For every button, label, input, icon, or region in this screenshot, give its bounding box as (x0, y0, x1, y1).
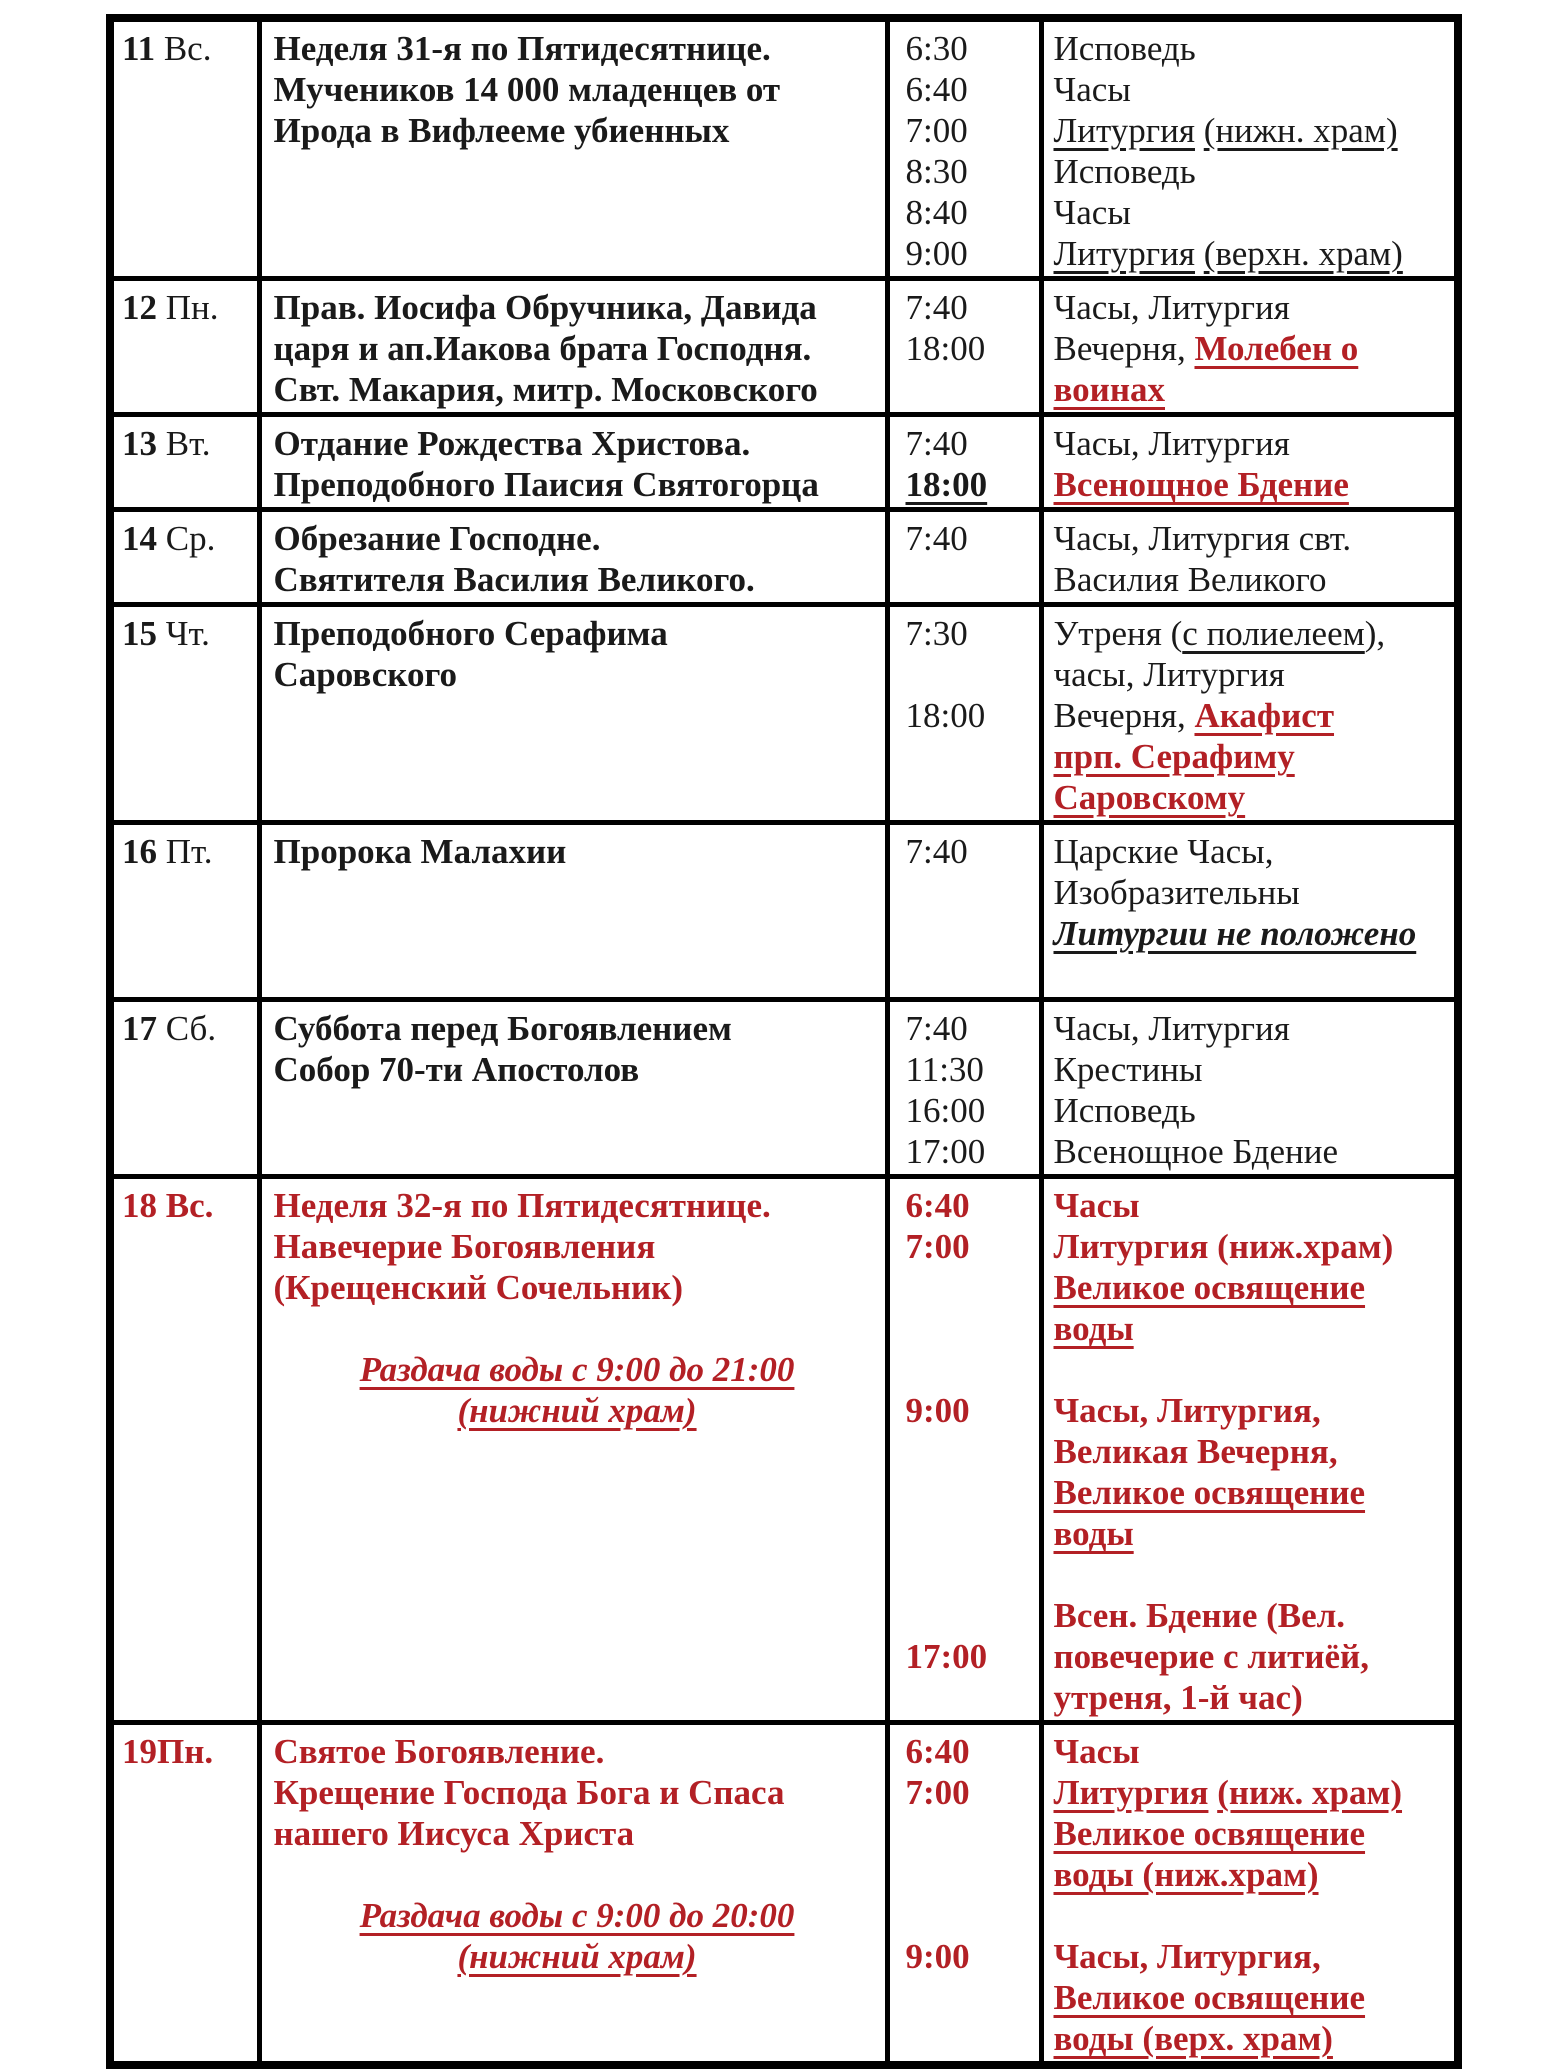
text-segment: Исповедь (1053, 152, 1196, 191)
text-line (906, 328, 1035, 369)
text-line (1054, 736, 1453, 777)
text-segment: Крестины (1053, 1050, 1203, 1089)
text-line (1054, 1267, 1453, 1308)
schedule-body (110, 18, 1458, 2065)
description-cell (259, 279, 887, 415)
time-cell (887, 279, 1041, 415)
text-line (274, 831, 881, 872)
text-line (274, 1349, 881, 1390)
text-line (906, 287, 1035, 328)
text-line (906, 1349, 1035, 1390)
text-segment: (нижний храм) (457, 1391, 697, 1430)
description-cell (259, 1723, 887, 2066)
text-segment: 7:00 (905, 1227, 970, 1266)
text-line (1054, 1008, 1453, 1049)
text-segment: 17 (122, 1009, 157, 1048)
text-segment: Литургия (ниж.храм) (1053, 1227, 1394, 1266)
time-cell (887, 1000, 1041, 1177)
text-segment: Сб. (157, 1009, 217, 1048)
text-line (1054, 777, 1453, 818)
text-line (1054, 1854, 1453, 1895)
text-segment: 7:40 (905, 1009, 968, 1048)
text-line (1054, 1049, 1453, 1090)
text-line (1054, 1131, 1453, 1172)
text-line (122, 1185, 253, 1226)
text-line (122, 518, 253, 559)
text-line (1054, 954, 1453, 995)
text-segment: Великое освящение (1053, 1978, 1366, 2017)
text-line (906, 1513, 1035, 1554)
text-line (274, 613, 881, 654)
text-segment: воды (верх. храм) (1053, 2019, 1333, 2058)
text-segment: Часы (1053, 1186, 1140, 1225)
text-line (906, 1731, 1035, 1772)
text-segment: Раздача воды с 9:00 до 20:00 (359, 1896, 795, 1935)
text-line (274, 1008, 881, 1049)
text-segment: царя и ап.Иакова брата Господня. (273, 329, 812, 368)
text-line (906, 695, 1035, 736)
text-line (906, 654, 1035, 695)
text-line (274, 1226, 881, 1267)
text-line (274, 1895, 881, 1936)
text-line (906, 1554, 1035, 1595)
text-segment: ), (1364, 614, 1386, 653)
date-cell (110, 1000, 259, 1177)
text-segment: 7:40 (905, 424, 968, 463)
text-segment: 16:00 (905, 1091, 986, 1130)
text-segment: Неделя 31-я по Пятидесятнице. (273, 29, 771, 68)
text-segment: Акафист (1194, 696, 1335, 735)
text-segment: 6:40 (905, 70, 968, 109)
text-line (1054, 369, 1453, 410)
text-segment: 11:30 (905, 1050, 984, 1089)
text-line (906, 1049, 1035, 1090)
text-segment: повечерие с литиёй, (1053, 1637, 1369, 1676)
text-segment: Отдание Рождества Христова. (273, 424, 751, 463)
date-cell (110, 823, 259, 1000)
text-line (1054, 1636, 1453, 1677)
text-line (122, 831, 253, 872)
description-cell (259, 415, 887, 510)
text-line (1054, 1390, 1453, 1431)
date-cell (110, 510, 259, 605)
text-segment: Навечерие Богоявления (273, 1227, 656, 1266)
text-segment: Часы, Литургия, (1053, 1391, 1321, 1430)
text-segment: Вт. (157, 424, 211, 463)
text-segment: 12 (122, 288, 157, 327)
text-line (1054, 1895, 1453, 1936)
text-segment: Исповедь (1053, 1091, 1196, 1130)
text-segment: 7:00 (905, 1773, 970, 1812)
text-segment: часы, Литургия (1053, 655, 1285, 694)
text-line (1054, 1595, 1453, 1636)
text-line (274, 654, 881, 695)
schedule-row-11-vs (110, 18, 1458, 279)
text-segment: воды (ниж.храм) (1053, 1855, 1319, 1894)
text-segment: Великое освящение (1053, 1814, 1366, 1853)
text-line (1054, 831, 1453, 872)
text-segment: Всен. Бдение (Вел. (1053, 1596, 1346, 1635)
text-segment: Саровскому (1053, 778, 1246, 817)
text-line (906, 1390, 1035, 1431)
text-line (906, 233, 1035, 274)
text-segment: Вечерня, (1053, 329, 1195, 368)
text-line (1054, 913, 1453, 954)
text-line (1054, 110, 1453, 151)
text-line (906, 1131, 1035, 1172)
text-line (906, 1267, 1035, 1308)
time-cell (887, 605, 1041, 823)
text-segment: (нижн. храм) (1203, 111, 1398, 150)
text-line (1054, 1677, 1453, 1718)
text-line (1054, 613, 1453, 654)
time-cell (887, 1177, 1041, 1723)
description-cell (259, 510, 887, 605)
time-cell (887, 823, 1041, 1000)
text-line (274, 559, 881, 600)
description-cell (259, 605, 887, 823)
text-segment: 17:00 (905, 1132, 986, 1171)
date-cell (110, 18, 259, 279)
text-segment: Вс. (155, 29, 212, 68)
text-line (274, 464, 881, 505)
text-segment: 15 (122, 614, 157, 653)
schedule-row-19-pn (110, 1723, 1458, 2066)
text-line (274, 1308, 881, 1349)
text-segment: Литургия (1053, 234, 1195, 273)
text-line (1054, 2018, 1453, 2059)
text-line (274, 28, 881, 69)
text-segment: 7:40 (905, 519, 968, 558)
text-segment: воинах (1053, 370, 1165, 409)
text-line (1054, 69, 1453, 110)
text-segment: 14 (122, 519, 157, 558)
text-segment: Часы (1053, 193, 1131, 232)
text-segment: Преподобного Паисия Святогорца (273, 465, 819, 504)
text-segment: нашего Иисуса Христа (273, 1814, 635, 1853)
description-cell (259, 823, 887, 1000)
time-cell (887, 415, 1041, 510)
text-segment: Прав. Иосифа Обручника, Давида (273, 288, 817, 327)
service-cell (1041, 279, 1458, 415)
text-segment: Чт. (157, 614, 210, 653)
text-line (1054, 233, 1453, 274)
text-line (274, 110, 881, 151)
text-line (1054, 192, 1453, 233)
text-segment: Великое освящение (1053, 1473, 1366, 1512)
text-line (906, 1008, 1035, 1049)
text-line (1054, 518, 1453, 559)
text-segment: Святое Богоявление. (273, 1732, 605, 1771)
text-segment: 13 (122, 424, 157, 463)
text-segment: Неделя 32-я по Пятидесятнице. (273, 1186, 771, 1225)
text-segment: Пн. (157, 288, 219, 327)
date-cell (110, 415, 259, 510)
text-line (274, 328, 881, 369)
text-line (906, 613, 1035, 654)
text-line (906, 151, 1035, 192)
text-line (906, 423, 1035, 464)
text-segment: прп. Серафиму (1053, 737, 1295, 776)
text-segment: Суббота перед Богоявлением (273, 1009, 732, 1048)
text-segment: Литургия (1053, 111, 1195, 150)
text-line (122, 1008, 253, 1049)
text-segment: 6:30 (905, 29, 968, 68)
text-line (274, 518, 881, 559)
text-segment: воды (1053, 1514, 1134, 1553)
schedule-row-15-cht (110, 605, 1458, 823)
service-cell (1041, 605, 1458, 823)
text-line (1054, 28, 1453, 69)
text-line (906, 1595, 1035, 1636)
text-segment: 18 Вс. (122, 1186, 214, 1225)
service-cell (1041, 1000, 1458, 1177)
text-line (1054, 1936, 1453, 1977)
service-cell (1041, 510, 1458, 605)
description-cell (259, 18, 887, 279)
text-segment: (Крещенский Сочельник) (273, 1268, 684, 1307)
text-line (1054, 1185, 1453, 1226)
text-line (906, 1431, 1035, 1472)
text-line (906, 1895, 1035, 1936)
text-segment: Обрезание Господне. (273, 519, 601, 558)
text-line (1054, 559, 1453, 600)
text-segment: Собор 70-ти Апостолов (273, 1050, 640, 1089)
text-line (906, 1226, 1035, 1267)
text-segment: Часы (1053, 70, 1131, 109)
text-line (1054, 464, 1453, 505)
text-line (1054, 1977, 1453, 2018)
text-line (906, 1636, 1035, 1677)
text-segment: 7:40 (905, 832, 968, 871)
text-line (1054, 1731, 1453, 1772)
text-line (1054, 151, 1453, 192)
text-line (274, 1185, 881, 1226)
text-segment: Часы, Литургия свт. (1053, 519, 1352, 558)
text-line (1054, 1308, 1453, 1349)
text-segment: Великое освящение (1053, 1268, 1366, 1307)
schedule-row-16-pt (110, 823, 1458, 1000)
text-segment: 9:00 (905, 1391, 970, 1430)
text-line (906, 1090, 1035, 1131)
text-line (274, 369, 881, 410)
text-line (906, 831, 1035, 872)
text-segment: 6:40 (905, 1732, 970, 1771)
text-segment: Часы, Литургия (1053, 1009, 1290, 1048)
text-line (1054, 654, 1453, 695)
text-segment: 7:40 (905, 288, 968, 327)
text-line (274, 423, 881, 464)
text-line (1054, 1472, 1453, 1513)
text-line (1054, 1813, 1453, 1854)
text-line (906, 69, 1035, 110)
text-segment: Раздача воды с 9:00 до 21:00 (359, 1350, 795, 1389)
text-segment: Литургия (1053, 1773, 1209, 1812)
text-line (274, 287, 881, 328)
text-segment: Крещение Господа Бога и Спаса (273, 1773, 785, 1812)
text-line (906, 1854, 1035, 1895)
text-line (1054, 287, 1453, 328)
text-segment: Всенощное Бдение (1053, 465, 1349, 504)
text-segment: 19Пн. (122, 1732, 214, 1771)
text-segment: Ирода в Вифлееме убиенных (273, 111, 730, 150)
text-segment: 11 (122, 29, 156, 68)
text-line (906, 1772, 1035, 1813)
text-line (906, 1813, 1035, 1854)
text-segment (1195, 234, 1204, 273)
schedule-row-18-vs (110, 1177, 1458, 1723)
text-segment: воды (1053, 1309, 1134, 1348)
text-line (1054, 1349, 1453, 1390)
text-line (1054, 328, 1453, 369)
date-cell (110, 1177, 259, 1723)
service-cell (1041, 415, 1458, 510)
text-segment: 18:00 (905, 696, 986, 735)
time-cell (887, 18, 1041, 279)
text-line (1054, 1431, 1453, 1472)
description-cell (259, 1000, 887, 1177)
text-segment: Молебен о (1194, 329, 1359, 368)
text-line (122, 1731, 253, 1772)
service-cell (1041, 823, 1458, 1000)
text-segment: Часы, Литургия, (1053, 1937, 1321, 1976)
text-line (906, 464, 1035, 505)
text-line (122, 613, 253, 654)
text-segment (1195, 111, 1204, 150)
service-cell (1041, 18, 1458, 279)
text-line (122, 28, 253, 69)
text-line (274, 1772, 881, 1813)
text-segment (1208, 1773, 1217, 1812)
description-cell (259, 1177, 887, 1723)
schedule-row-14-sr (110, 510, 1458, 605)
text-segment: Вечерня, (1053, 696, 1195, 735)
text-segment: утреня, 1-й час) (1053, 1678, 1303, 1717)
text-segment: 6:40 (905, 1186, 970, 1225)
text-line (906, 1308, 1035, 1349)
text-line (1054, 1513, 1453, 1554)
text-segment: (верхн. храм) (1203, 234, 1403, 273)
date-cell (110, 1723, 259, 2066)
text-segment: Утреня ( (1053, 614, 1183, 653)
text-line (274, 1267, 881, 1308)
text-segment: Царские Часы, (1053, 832, 1274, 871)
schedule-row-13-vt (110, 415, 1458, 510)
text-segment: Преподобного Серафима (273, 614, 668, 653)
text-line (906, 518, 1035, 559)
text-line (906, 28, 1035, 69)
text-segment: Пт. (157, 832, 213, 871)
text-line (1054, 423, 1453, 464)
text-segment: Ср. (157, 519, 216, 558)
text-line (274, 69, 881, 110)
text-line (1054, 1772, 1453, 1813)
text-segment: 16 (122, 832, 157, 871)
text-line (274, 1813, 881, 1854)
text-segment: 8:30 (905, 152, 968, 191)
text-line (1054, 695, 1453, 736)
text-segment: (ниж. храм) (1217, 1773, 1403, 1812)
service-cell (1041, 1177, 1458, 1723)
time-cell (887, 510, 1041, 605)
text-line (1054, 1226, 1453, 1267)
text-segment: Часы, Литургия (1053, 288, 1290, 327)
text-line (274, 1390, 881, 1431)
text-segment: Изобразительны (1053, 873, 1300, 912)
text-segment: Часы (1053, 1732, 1140, 1771)
text-segment: 18:00 (905, 329, 986, 368)
service-cell (1041, 1723, 1458, 2066)
text-line (1054, 1090, 1453, 1131)
text-segment: 9:00 (905, 234, 968, 273)
text-segment: 18:00 (905, 465, 988, 504)
text-line (906, 1936, 1035, 1977)
text-line (906, 192, 1035, 233)
text-segment: Часы, Литургия (1053, 424, 1290, 463)
text-line (1054, 1554, 1453, 1595)
text-line (274, 1049, 881, 1090)
schedule-row-17-sb (110, 1000, 1458, 1177)
text-line (122, 287, 253, 328)
text-line (274, 1854, 881, 1895)
text-segment: Святителя Василия Великого. (273, 560, 755, 599)
text-line (906, 1185, 1035, 1226)
text-segment: Василия Великого (1053, 560, 1327, 599)
text-segment: Исповедь (1053, 29, 1196, 68)
text-line (274, 1936, 881, 1977)
text-line (906, 1472, 1035, 1513)
text-segment: Всенощное Бдение (1053, 1132, 1339, 1171)
text-segment: 17:00 (905, 1637, 988, 1676)
text-segment: Саровского (273, 655, 457, 694)
text-line (274, 1731, 881, 1772)
date-cell (110, 605, 259, 823)
text-segment: Великая Вечерня, (1053, 1432, 1338, 1471)
time-cell (887, 1723, 1041, 2066)
text-segment: (нижний храм) (457, 1937, 697, 1976)
text-line (906, 110, 1035, 151)
schedule-row-12-pn (110, 279, 1458, 415)
text-segment: Пророка Малахии (273, 832, 567, 871)
text-segment: 8:40 (905, 193, 968, 232)
text-segment: с полиелеем (1182, 614, 1365, 653)
schedule-table (106, 14, 1462, 2069)
text-segment: Мучеников 14 000 младенцев от (273, 70, 781, 109)
date-cell (110, 279, 259, 415)
text-segment: 7:30 (905, 614, 968, 653)
text-line (1054, 872, 1453, 913)
text-segment: 7:00 (905, 111, 968, 150)
text-segment: Свт. Макария, митр. Московского (273, 370, 818, 409)
text-line (122, 423, 253, 464)
text-segment: 9:00 (905, 1937, 970, 1976)
text-segment: Литургии не положено (1053, 914, 1417, 953)
